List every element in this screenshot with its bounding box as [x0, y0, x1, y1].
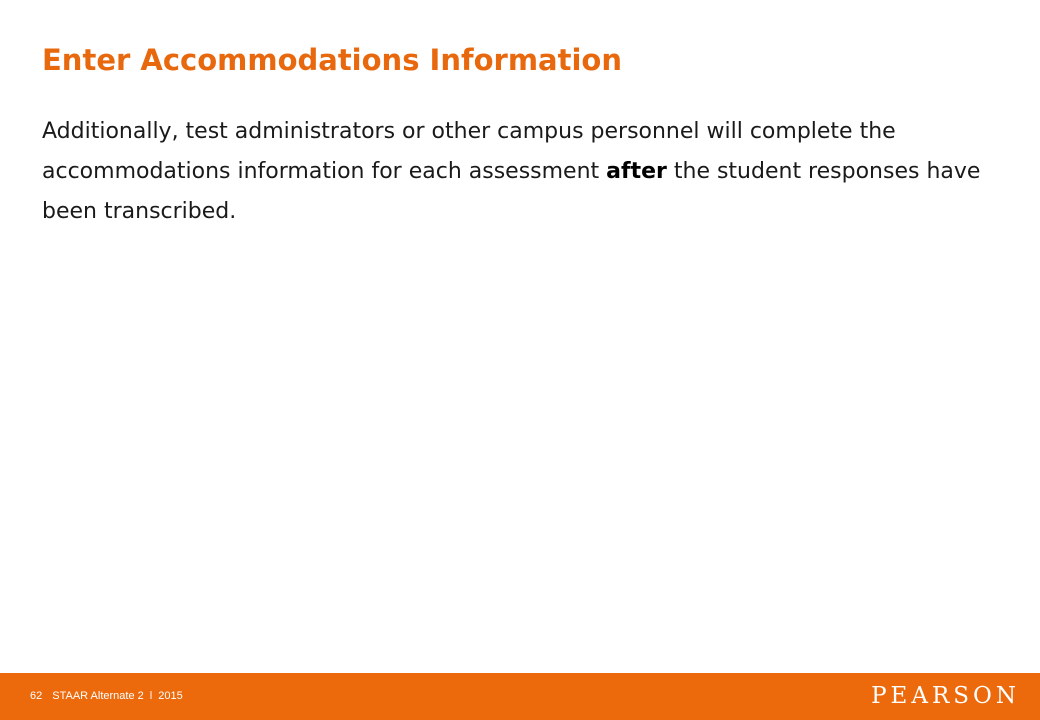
body-text-part-1: Additionally, test administrators or other campus personnel will complete the accommodations information for each assessment [42, 119, 896, 184]
footer-bar [0, 673, 1040, 720]
body-bold-word: after [606, 159, 667, 184]
product-name: STAAR Alternate 2 [52, 690, 144, 702]
footer-year: 2015 [158, 690, 183, 702]
pearson-logo: PEARSON [871, 683, 1020, 709]
slide-body-text [42, 112, 1002, 232]
page-number: 62 [30, 690, 43, 702]
footer-info [30, 689, 183, 703]
body-text-part-2: the student responses have been transcribed. [42, 159, 981, 224]
slide-title: Enter Accommodations Information [42, 43, 622, 77]
footer-separator: l [149, 690, 153, 702]
